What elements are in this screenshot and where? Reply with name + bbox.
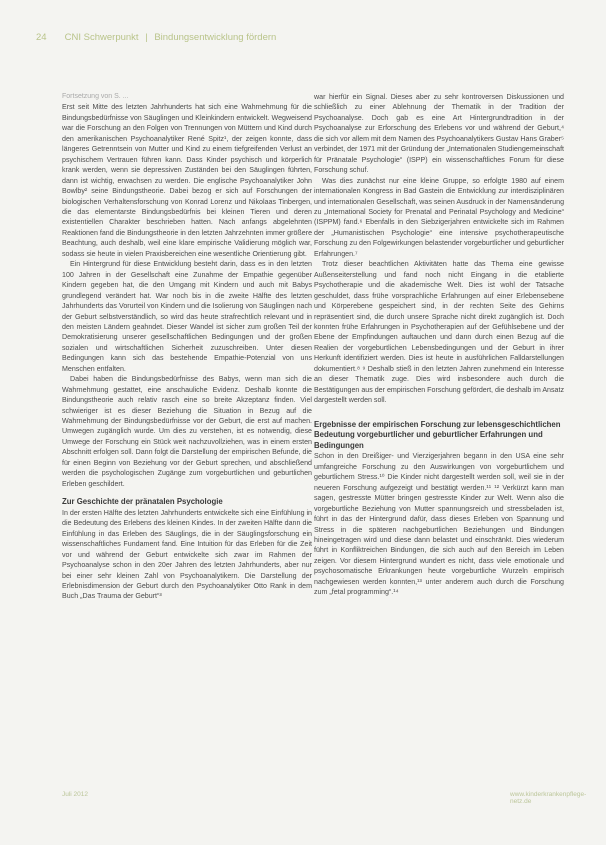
section-heading: Zur Geschichte der pränatalen Psychologie	[62, 497, 223, 507]
body-paragraph: Erst seit Mitte des letzten Jahrhunderts hat sich eine Wahrnehmung für die Bindungsbedürfnisse von Säuglingen und Kleinkindern entwickelt. Wegweisend war die Forschung an den Folgen von Trennungen von Müttern und Kind durch den amerikanischen Psychoanalytiker René Spitz¹, der zeigen konnte, dass längeres Getrenntsein von Mutter und Kind zu einem tiefgreifenden Verlust an psychischem Vertrauen führen kann. Dass Kinder psychisch und körperlich krank werden, wenn sie depressiven Zuständen bei den Säuglingen führten, dann ist wichtig, erwachsen zu werden. Die englische Psychoanalytiker John Bowlby² seine Bindungstheorie. Dabei bezog er sich auf Forschungen der biologischen Verhaltensforschung von Konrad Lorenz und Nikolaas Tinbergen, die das elementarste Bindungsbedürfnis bei kleinen Tieren und deren existentiellen Charakter beschrieben hatten. Nach anfangs abgelehnten Reaktionen fand die Bindungstheorie in den letzten Jahrzehnten immer größere Beachtung, auch deshalb, weil eine klare empirische Validierung möglich war, sodass sie heute in vielen Praxisbereichen eine wesentliche Orientierung gibt.	[62, 103, 313, 258]
body-paragraph: In der ersten Hälfte des letzten Jahrhunderts entwickelte sich eine Einfühlung in die Bedeutung des Erlebens des kleinen Kindes. In der zweiten Hälfte dann die Einfühlung in das Erleben des Säuglings, die in der Säuglingsforschung ein wissenschaftliches Fundament fand. Eine Intuition für das Erleben für die Zeit vor und während der Geburt entwickelte sich zwar im Rahmen der Psychoanalyse schon in den 20er Jahren des letzten Jahrhunderts, aber nur bei einer sehr kleinen Zahl von Psychoanalytikern. Die Darstellung der Erlebnisdimension der Geburt durch den Psychoanalytiker Otto Rank in dem Buch „Das Trauma der Geburt“³	[62, 508, 313, 601]
continuation-kicker: Fortsetzung von S. ...	[62, 93, 129, 100]
section-heading: Ergebnisse der empirischen Forschung zur lebensgeschichtlichen Bedeutung vorgeburtlicher und geburtlicher Erfahrungen und Bedingungen	[314, 419, 561, 450]
body-paragraph: Trotz dieser beachtlichen Aktivitäten hatte das Thema eine gewisse Außenseiterstellung und fand noch nicht Eingang in die etablierte Psychotherapie und die akademische Welt. Dies ist wohl der Tatsache geschuldet, dass frühe vorsprachliche Erfahrungen auf einer Erlebensebene und Körperebene gespeichert sind, in der rechten Seite des Gehirns repräsentiert sind, die durch unsere Sprache nicht direkt zugänglich ist. Doch konnten frühe Erfahrungen in Psychotherapien auf der Gefühlsebene und der Ebene der Empfindungen auftauchen und dann durch einen Bezug auf die Realien der vorgeburtlichen Lebensbedingungen und der Geburt in ihrer Herkunft identifiziert werden. Dies ist heute in ausführlichen Falldarstellungen dokumentiert.⁸ ⁹ Deshalb stieß in den letzten Jahren zunehmend ein Interesse an dieser Thematik zuge. Dies wird insbesondere auch durch die Bestätigungen aus der empirischen Forschung gefördert, die deshalb im Ansatz dargestellt werden soll.	[314, 260, 565, 405]
section-name: Bindungsentwicklung fördern	[154, 32, 277, 43]
running-header	[36, 32, 576, 46]
body-paragraph: war hierfür ein Signal. Dieses aber zu sehr kontroversen Diskussionen und schließlich zu einer Ablehnung der Thematik in der Tradition der Psychoanalyse. Doch gab es eine Art Hintergrundtradition in der Psychoanalyse zur Erforschung des Erlebens vor und während der Geburt,⁴ die sich vor allem mit dem Namen des Psychoanalytikers Gustav Hans Graber⁵ verbindet, der 1971 mit der Gründung der „Internationalen Studiengemeinschaft für Pränatale Psychologie“ (ISPP) ein wissenschaftliches Forum für diese Forschung schuf.	[314, 93, 565, 175]
body-paragraph: Was dies zunächst nur eine kleine Gruppe, so erfolgte 1980 auf einem internationalen Kongress in Bad Gastein die Entwicklung zur interdisziplinären und internationalen Gesellschaft, was seinen Ausdruck in der Namensänderung zu „International Society for Prenatal and Perinatal Psychology and Medicine“ (ISPPM) fand.⁶ Ebenfalls in den Siebzigerjahren entwickelte sich im Rahmen der „Humanistischen Psychologie“ eine intensive psychotherapeutische Forschung zu den Folgewirkungen belastender vorgeburtlicher und geburtlicher Erfahrungen.⁷	[314, 176, 565, 258]
page-number: 24	[36, 32, 47, 43]
body-paragraph: Ein Hintergrund für diese Entwicklung besteht darin, dass es in den letzten 100 Jahren in der Gesellschaft eine Zunahme der Empathie gegenüber Kindern gegeben hat, die den Umgang mit Kindern und auch mit Babys grundlegend verändert hat. War noch bis in die zweite Hälfte des letzten Jahrhunderts das Vorurteil von Kindern und die Isolierung von Säuglingen nach der Geburt selbstverständlich, so wird das heute strafrechtlich relevant und in den meisten Ländern geahndet. Dieser Wandel ist sicher zum großen Teil der Demokratisierung unserer gesellschaftlichen Bedingungen und der großen sozialen und wirtschaftlichen Sicherheit zuzuschreiben. Unter diesen Bedingungen kann sich das bestehende Empathie-Potenzial von uns Menschen entfalten.	[62, 260, 312, 373]
header-separator: |	[145, 32, 148, 43]
body-paragraph: Schon in den Dreißiger- und Vierzigerjahren begann in den USA eine sehr umfangreiche Forschung zu den Auswirkungen von vorgeburtlichem und geburtlichem Stress.¹⁰ Die Kinder nicht dargestellt werden soll, weil sie in der neueren Forschung aufgezeigt und bestätigt werden.¹¹ ¹² Verkürzt kann man sagen, gestresste Mütter bringen gestresste Kinder zur Welt. Wenn also die vorgeburtliche Beziehung von Mutter spannungsreich und stressbeladen ist, führt in das der Hintergrund dafür, dass dieses Erleben von Spannung und Stress in die späteren nachgeburtlichen Beziehungen und Bindungen hineingetragen wird und diese dann belastet und einschränkt. Dies wiederum führt in Konfliktreichen Bindungen, die sich auch auf den Bereich im Leben zeigen. Vor diesem Hintergrund wundert es nicht, dass viele emotionale und psychosomatische Erkrankungen heute vorgeburtliche Wurzeln empirisch nachgewiesen werden konnten,¹³ unter anderem auch durch die Forschung zum „fetal programming“.¹⁴	[314, 452, 564, 597]
footer-date: Juli 2012	[62, 791, 89, 798]
right-column	[314, 92, 564, 598]
body-paragraph: Dabei haben die Bindungsbedürfnisse des Babys, wenn man sich die Wahrnehmung gestattet, eine anschauliche Evidenz. Deshalb konnte die Bindungstheorie auch relativ rasch eine so breite Akzeptanz finden. Viel schwieriger ist es dieser Beziehung die Situation in Bezug auf die Wahrnehmung der Bindungsbedürfnisse vor der Geburt, die erst auf machen. Umwegen zugänglich wurde. Um dies zu verstehen, ist es notwendig, diese Umwege der Forschung ein Stück weit nachzuvollziehen, was in einem ersten Abschnitt erfolgen soll. Dann folgt die Darstellung der empirischen Befunde, die für einen Beginn von Beziehung vor der Geburt sprechen, und abschließend werden die psychologischen Zugänge zum vorgeburtlichen und geburtlichen Erleben geschildert.	[62, 375, 312, 488]
footer-website: www.kinderkrankenpflege-netz.de	[510, 791, 587, 805]
left-column	[62, 92, 312, 602]
journal-name: CNI Schwerpunkt	[64, 32, 139, 43]
